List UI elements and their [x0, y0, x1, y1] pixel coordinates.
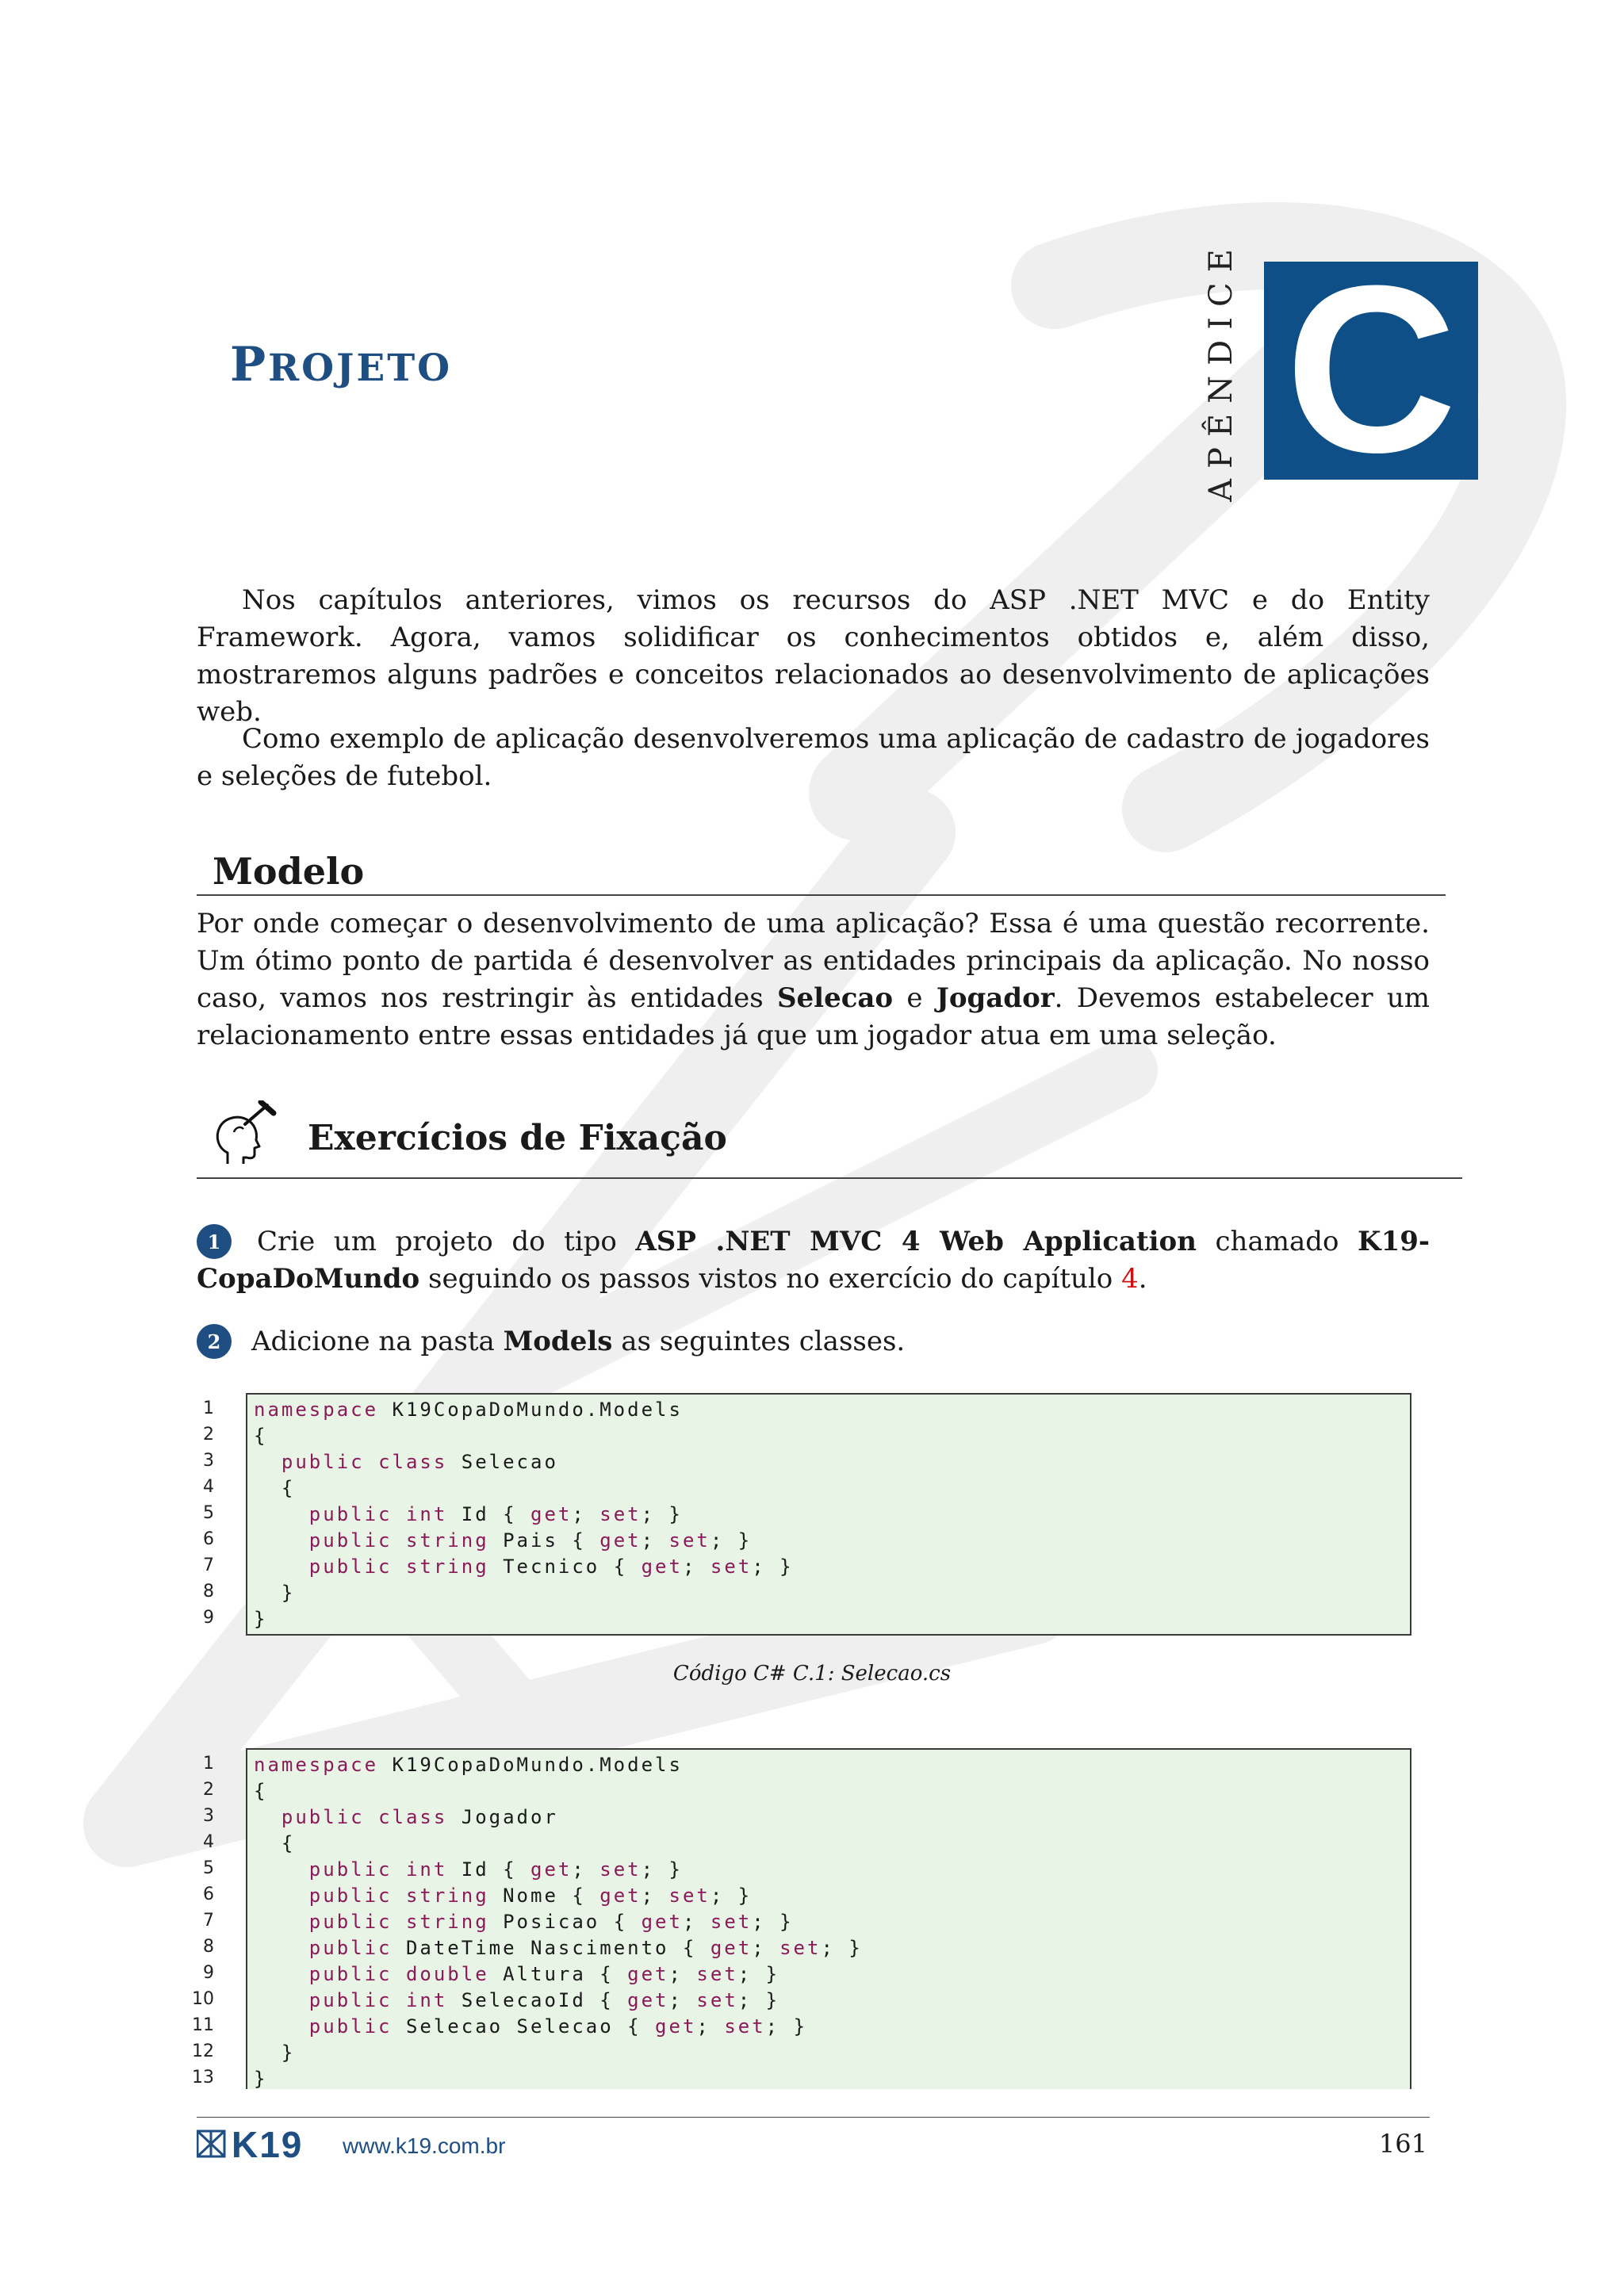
- exercise-number-badge: 2: [197, 1324, 232, 1359]
- code-line: }: [254, 2068, 268, 2090]
- code-line: {: [254, 1780, 268, 1802]
- head-hammer-icon: [210, 1100, 277, 1167]
- appendix-letter: C: [1285, 235, 1457, 502]
- intro-paragraph-1: Nos capítulos anteriores, vimos os recursos do ASP .NET MVC e do Entity Framework. Agora, vamos solidificar os conhecimentos obtidos e, além disso, mostraremos alguns padrões e conceitos relacionados ao desenvolvimento de aplicações web.: [197, 584, 1430, 728]
- exercise-number-badge: 1: [197, 1224, 232, 1259]
- code-line: }: [254, 1582, 296, 1604]
- code-line: public DateTime Nascimento { get; set; }: [308, 1937, 863, 1959]
- footer-rule: [197, 2117, 1430, 2118]
- code-line: public class Jogador: [281, 1806, 558, 1828]
- section-rule: [197, 894, 1446, 896]
- code-line: public Selecao Selecao { get; set; }: [308, 2015, 808, 2038]
- exercises-title: Exercícios de Fixação: [308, 1118, 727, 1158]
- code-line: public int Id { get; set; }: [308, 1503, 683, 1525]
- code-line: public double Altura { get; set; }: [308, 1963, 780, 1985]
- code-listing-jogador: [246, 1748, 1411, 2089]
- code-line: }: [254, 2042, 296, 2064]
- exercise-1-text: Crie um projeto do tipo ASP .NET MVC 4 Web Application chamado K19-CopaDoMundo seguindo os passos vistos no exercício do capítulo 4.: [197, 1226, 1430, 1295]
- code-listing-selecao: [246, 1393, 1411, 1636]
- code-line: public int SelecaoId { get; set; }: [308, 1989, 780, 2011]
- code-line: public class Selecao: [281, 1451, 558, 1473]
- chapter-title: PROJETO: [230, 337, 453, 392]
- chapter-reference-link[interactable]: 4: [1121, 1263, 1139, 1295]
- code-caption: Código C# C.1: Selecao.cs: [672, 1662, 952, 1686]
- k19-logo: K19: [197, 2130, 324, 2161]
- code-line: }: [254, 1608, 268, 1630]
- appendix-label: APÊNDICE: [1203, 239, 1239, 502]
- entity-jogador: Jogador: [936, 982, 1055, 1014]
- code-line: public int Id { get; set; }: [308, 1858, 683, 1881]
- page-number: 161: [1378, 2129, 1427, 2159]
- code-line: namespace K19CopaDoMundo.Models: [254, 1754, 683, 1776]
- code-line: public string Tecnico { get; set; }: [308, 1556, 794, 1578]
- code-line: {: [254, 1425, 268, 1447]
- entity-selecao: Selecao: [776, 982, 894, 1014]
- code-line: public string Pais { get; set; }: [308, 1529, 753, 1552]
- code-line: {: [254, 1477, 296, 1499]
- footer-url[interactable]: www.k19.com.br: [343, 2133, 506, 2158]
- code-line: {: [254, 1832, 296, 1854]
- code-line: public string Nome { get; set; }: [308, 1885, 753, 1907]
- section-title: Modelo: [213, 850, 365, 893]
- exercises-rule: [197, 1177, 1462, 1179]
- code-line: namespace K19CopaDoMundo.Models: [254, 1399, 683, 1421]
- section-paragraph: Por onde começar o desenvolvimento de uma aplicação? Essa é uma questão recorrente. Um ótimo ponto de partida é desenvolver as entidades principais da aplicação. No nosso caso, vamos nos restringir às entidades Selecao e Jogador. Devemos estabelecer um relacionamento entre essas entidades já que um jogador atua em uma seleção.: [197, 908, 1430, 1051]
- appendix-letter-box: [1264, 235, 1478, 502]
- exercise-2-text: Adicione na pasta Models as seguintes classes.: [251, 1326, 906, 1357]
- intro-paragraph-2: Como exemplo de aplicação desenvolveremos uma aplicação de cadastro de jogadores e seleções de futebol.: [197, 723, 1430, 792]
- code-line: public string Posicao { get; set; }: [308, 1911, 794, 1933]
